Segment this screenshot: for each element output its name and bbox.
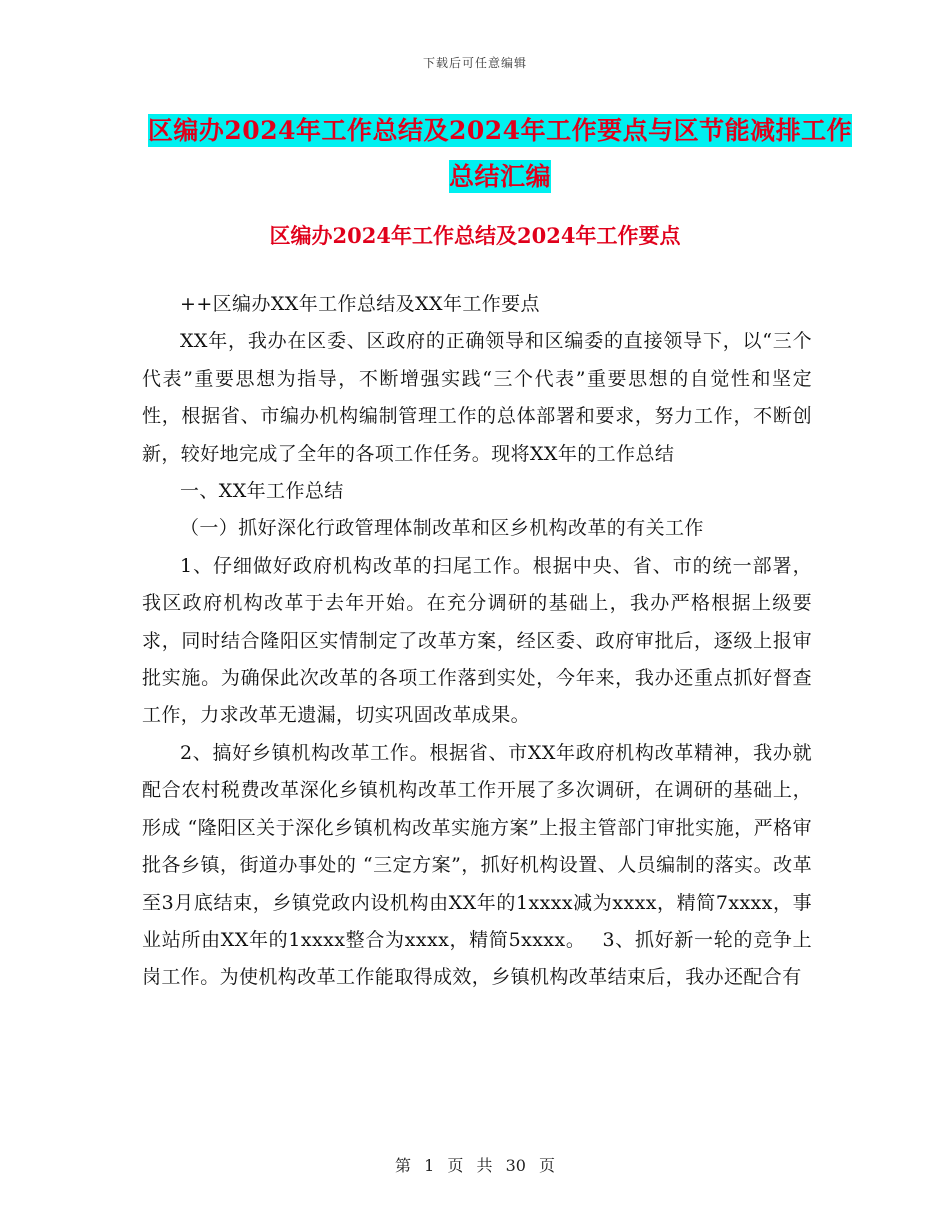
paragraph: 1、仔细做好政府机构改革的扫尾工作。根据中央、省、市的统一部署，我区政府机构改革于去年开始。在充分调研的基础上，我办严格根据上级要求，同时结合隆阳区实情制定了改革方案，经区委、政府审批后，逐级上报审批实施。为确保此次改革的各项工作落到实处，今年来，我办还重点抓好督查工作，力求改革无遗漏，切实巩固改革成果。 xyxy=(142,554,812,727)
body-text xyxy=(142,286,812,997)
main-title xyxy=(140,108,860,200)
page-label-mid2: 共 xyxy=(476,1156,493,1175)
paragraph: （一）抓好深化行政管理体制改革和区乡机构改革的有关工作 xyxy=(180,517,704,540)
paragraph: 一、XX年工作总结 xyxy=(180,480,344,503)
paragraph: XX年，我办在区委、区政府的正确领导和区编委的直接领导下，以“三个代表”重要思想为指导，不断增强实践“三个代表”重要思想的自觉性和坚定性，根据省、市编办机构编制管理工作的总体部署和要求，努力工作，不断创新，较好地完成了全年的各项工作任务。现将XX年的工作总结 xyxy=(142,330,812,465)
main-title-text: 区编办2024年工作总结及2024年工作要点与区节能减排工作总结汇编 xyxy=(147,116,853,191)
sub-title: 区编办2024年工作总结及2024年工作要点 xyxy=(269,223,681,248)
total-pages-number: 30 xyxy=(505,1156,526,1175)
page-label-prefix: 第 xyxy=(394,1156,411,1175)
current-page-number: 1 xyxy=(424,1156,435,1175)
page-label-suffix: 页 xyxy=(539,1156,556,1175)
paragraph: 2、搞好乡镇机构改革工作。根据省、市XX年政府机构改革精神，我办就配合农村税费改革深化乡镇机构改革工作开展了多次调研，在调研的基础上，形成 “隆阳区关于深化乡镇机构改革实施方案”上报主管部门审批实施，严格审批各乡镇，街道办事处的 “三定方案”，抓好机构设置、人员编制的落实。改革至3月底结束，乡镇党政内设机构由XX年的1xxxx减为xxxx，精简7xxxx，事业站所由XX年的1xxxx整合为xxxx，精简5xxxx。 3、抓好新一轮的竞争上岗工作。为使机构改革工作能取得成效，乡镇机构改革结束后，我办还配合有 xyxy=(142,741,812,989)
page-label-mid1: 页 xyxy=(447,1156,464,1175)
page-footer xyxy=(0,1153,950,1176)
header-note: 下载后可任意编辑 xyxy=(422,56,527,70)
paragraph: ++区编办XX年工作总结及XX年工作要点 xyxy=(180,293,540,315)
